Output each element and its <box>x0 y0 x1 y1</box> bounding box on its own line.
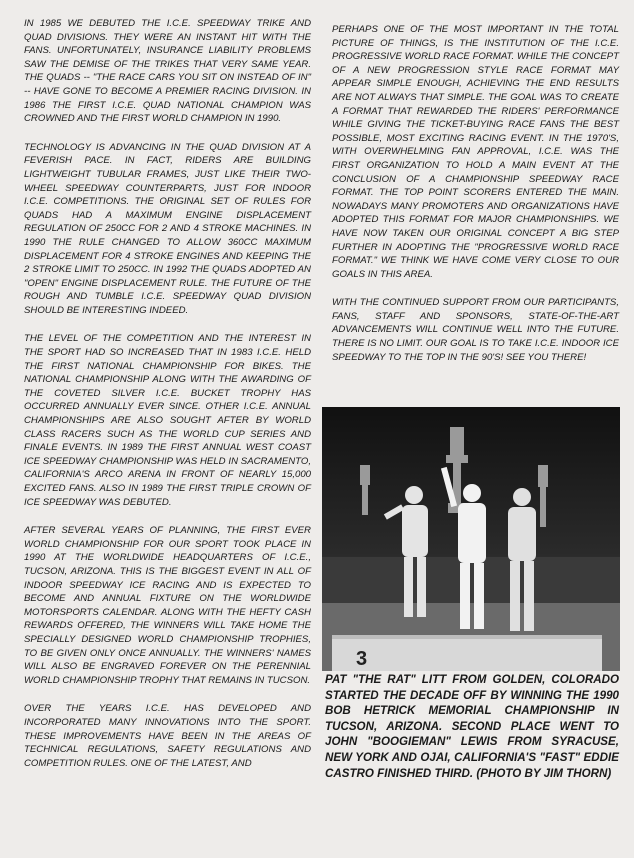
left-text-column <box>24 17 311 785</box>
podium-photo <box>322 407 620 671</box>
right-text-column <box>332 23 619 379</box>
photo-caption-text: PAT "THE RAT" LITT FROM GOLDEN, COLORADO STARTED THE DECADE OFF BY WINNING THE 1990 BOB HETRICK MEMORIAL CHAMPIONSHIP IN TUCSON, ARIZONA. SECOND PLACE WENT TO JOHN "BOOGIEMAN" LEWIS FROM SYRACUSE, NEW YORK AND OJAI, CALIFORNIA'S "FAST" EDDIE CASTRO FINISHED THIRD. (PHOTO BY JIM THORN) <box>325 673 619 780</box>
paragraph-quad-technology: TECHNOLOGY IS ADVANCING IN THE QUAD DIVISION AT A FEVERISH PACE. IN FACT, RIDERS ARE BUILDING LIGHTWEIGHT TUBULAR FRAMES, JUST LIKE THEIR TWO-WHEEL SPEEDWAY COUNTERPARTS, JUST FOR INDOOR I.C.E. COMPETITIONS. THE ORIGINAL SET OF RULES FOR QUADS HAD A MAXIMUM ENGINE DISPLACEMENT REGULATION OF 250CC FOR 2 AND 4 STROKE MACHINES. IN 1990 THE RULE CHANGED TO ALLOW 360CC MAXIMUM DISPLACEMENT FOR 4 STROKE ENGINES AND KEEPING THE 2 STROKE LIMIT TO 250CC. IN 1992 THE QUADS ADOPTED AN "OPEN" ENGINE DISPLACEMENT RULE. THE FUTURE OF THE ROUGH AND TUMBLE I.C.E. SPEEDWAY QUAD DIVISION SHOULD BE INTERESTING INDEED. <box>24 141 311 316</box>
podium-number: 3 <box>356 648 368 670</box>
photo-caption <box>325 672 619 781</box>
paragraph-competition-level: THE LEVEL OF THE COMPETITION AND THE INTEREST IN THE SPORT HAD SO INCREASED THAT IN 1983 I.C.E. HELD THE FIRST NATIONAL CHAMPIONSHIP FOR BIKES. THE NATIONAL CHAMPIONSHIP ALONG WITH THE AWARDING OF THE COVETED SILVER I.C.E. BUCKET TROPHY HAS OCCURRED ANNUALLY EVER SINCE. OTHER I.C.E. ANNUAL CHAMPIONSHIPS ARE ALSO SOUGHT AFTER BY WORLD CLASS RACERS SUCH AS THE WORLD CUP SERIES AND FINALE EVENTS. IN 1989 THE FIRST ANNUAL WEST COAST ICE SPEEDWAY CHAMPIONSHIP WAS HELD IN SACRAMENTO, CALIFORNIA'S ARCO ARENA IN FRONT OF NEARLY 15,000 EXCITED FANS. ALSO IN 1989 THE FIRST TRIPLE CROWN OF ICE SPEEDWAY WAS DEBUTED. <box>24 333 311 508</box>
paragraph-race-format: PERHAPS ONE OF THE MOST IMPORTANT IN THE TOTAL PICTURE OF THINGS, IS THE INSTITUTION OF THE I.C.E. PROGRESSIVE WORLD RACE FORMAT. WHILE THE CONCEPT OF A NEW PROGRESSION STYLE RACE FORMAT MAY APPEAR SIMPLE ENOUGH, ACHIEVING THE END RESULTS ARE NOT ALWAYS THAT SIMPLE. THE GOAL WAS TO CREATE A FORMAT THAT REWARDED THE RIDERS' PERFORMANCE WHILE GIVING THE TICKET-BUYING RACE FANS THE BEST POSSIBLE, MOST EXCITING RACING EVENT. IN THE 1970'S, WITH OVERWHELMING FAN APPROVAL, I.C.E. WAS THE FIRST ORGANIZATION TO HOLD A MAIN EVENT AT THE CONCLUSION OF A CHAMPIONSHIP SPEEDWAY RACE FORMAT. THE TOP POINT SCORERS ENTERED THE MAIN. NOWADAYS MANY PROMOTERS AND ORGANIZATIONS HAVE ADOPTED THIS FORMAT FOR MAJOR CHAMPIONSHIPS. WE HAVE NOW TAKEN OUR ORIGINAL CONCEPT A BIG STEP FURTHER IN ADOPTING THE "PROGRESSIVE WORLD RACE FORMAT." WE THINK WE HAVE COME VERY CLOSE TO OUR GOALS IN THIS AREA. <box>332 24 619 280</box>
paragraph-quad-divisions: IN 1985 WE DEBUTED THE I.C.E. SPEEDWAY TRIKE AND QUAD DIVISIONS. THEY WERE AN INSTANT HIT WITH THE FANS. UNFORTUNATELY, INSURANCE LIABILITY PROBLEMS SAW THE DEMISE OF THE TRIKES THAT VERY SAME YEAR. THE QUADS -- "THE RACE CARS YOU SIT ON INSTEAD OF IN" -- HAVE GONE TO BECOME A PREMIER RACING DIVISION. IN 1986 THE FIRST I.C.E. QUAD NATIONAL CHAMPION WAS CROWNED AND THE FIRST WORLD CHAMPION IN 1990. <box>24 18 311 125</box>
paragraph-innovations: OVER THE YEARS I.C.E. HAS DEVELOPED AND INCORPORATED MANY INNOVATIONS INTO THE SPORT. THESE IMPROVEMENTS HAVE BEEN IN THE AREAS OF TECHNICAL REGULATIONS, SAFETY REGULATIONS AND COMPETITION RULES. ONE OF THE LATEST, AND <box>24 703 311 769</box>
paragraph-future: WITH THE CONTINUED SUPPORT FROM OUR PARTICIPANTS, FANS, STAFF AND SPONSORS, STATE-OF-THE-ART ADVANCEMENTS WILL CONTINUE WELL INTO THE FUTURE. THERE IS NO LIMIT. OUR GOAL IS TO TAKE I.C.E. INDOOR ICE SPEEDWAY TO THE TOP IN THE 90'S! SEE YOU THERE! <box>332 297 619 363</box>
podium-photo-image <box>322 407 620 671</box>
paragraph-world-championship: AFTER SEVERAL YEARS OF PLANNING, THE FIRST EVER WORLD CHAMPIONSHIP FOR OUR SPORT TOOK PLACE IN 1990 AT THE WORLDWIDE HEADQUARTERS OF I.C.E., TUCSON, ARIZONA. THIS IS THE BIGGEST EVENT IN ALL OF INDOOR SPEEDWAY ICE RACING AND IS EXPECTED TO BECOME AND ANNUAL FIXTURE ON THE WORLDWIDE MOTORSPORTS CALENDAR. ALONG WITH THE HEFTY CASH REWARDS OFFERED, THE WINNERS WILL TAKE HOME THE SPECIALLY DESIGNED WORLD CHAMPIONSHIP TROPHIES, TO BE GIVEN ONLY ONCE ANNUALLY. THE WINNERS' NAMES WILL ALSO BE ENGRAVED FOREVER ON THE PERENNIAL WORLD CHAMPIONSHIP TROPHY THAT REMAINS IN TUCSON. <box>24 525 311 686</box>
